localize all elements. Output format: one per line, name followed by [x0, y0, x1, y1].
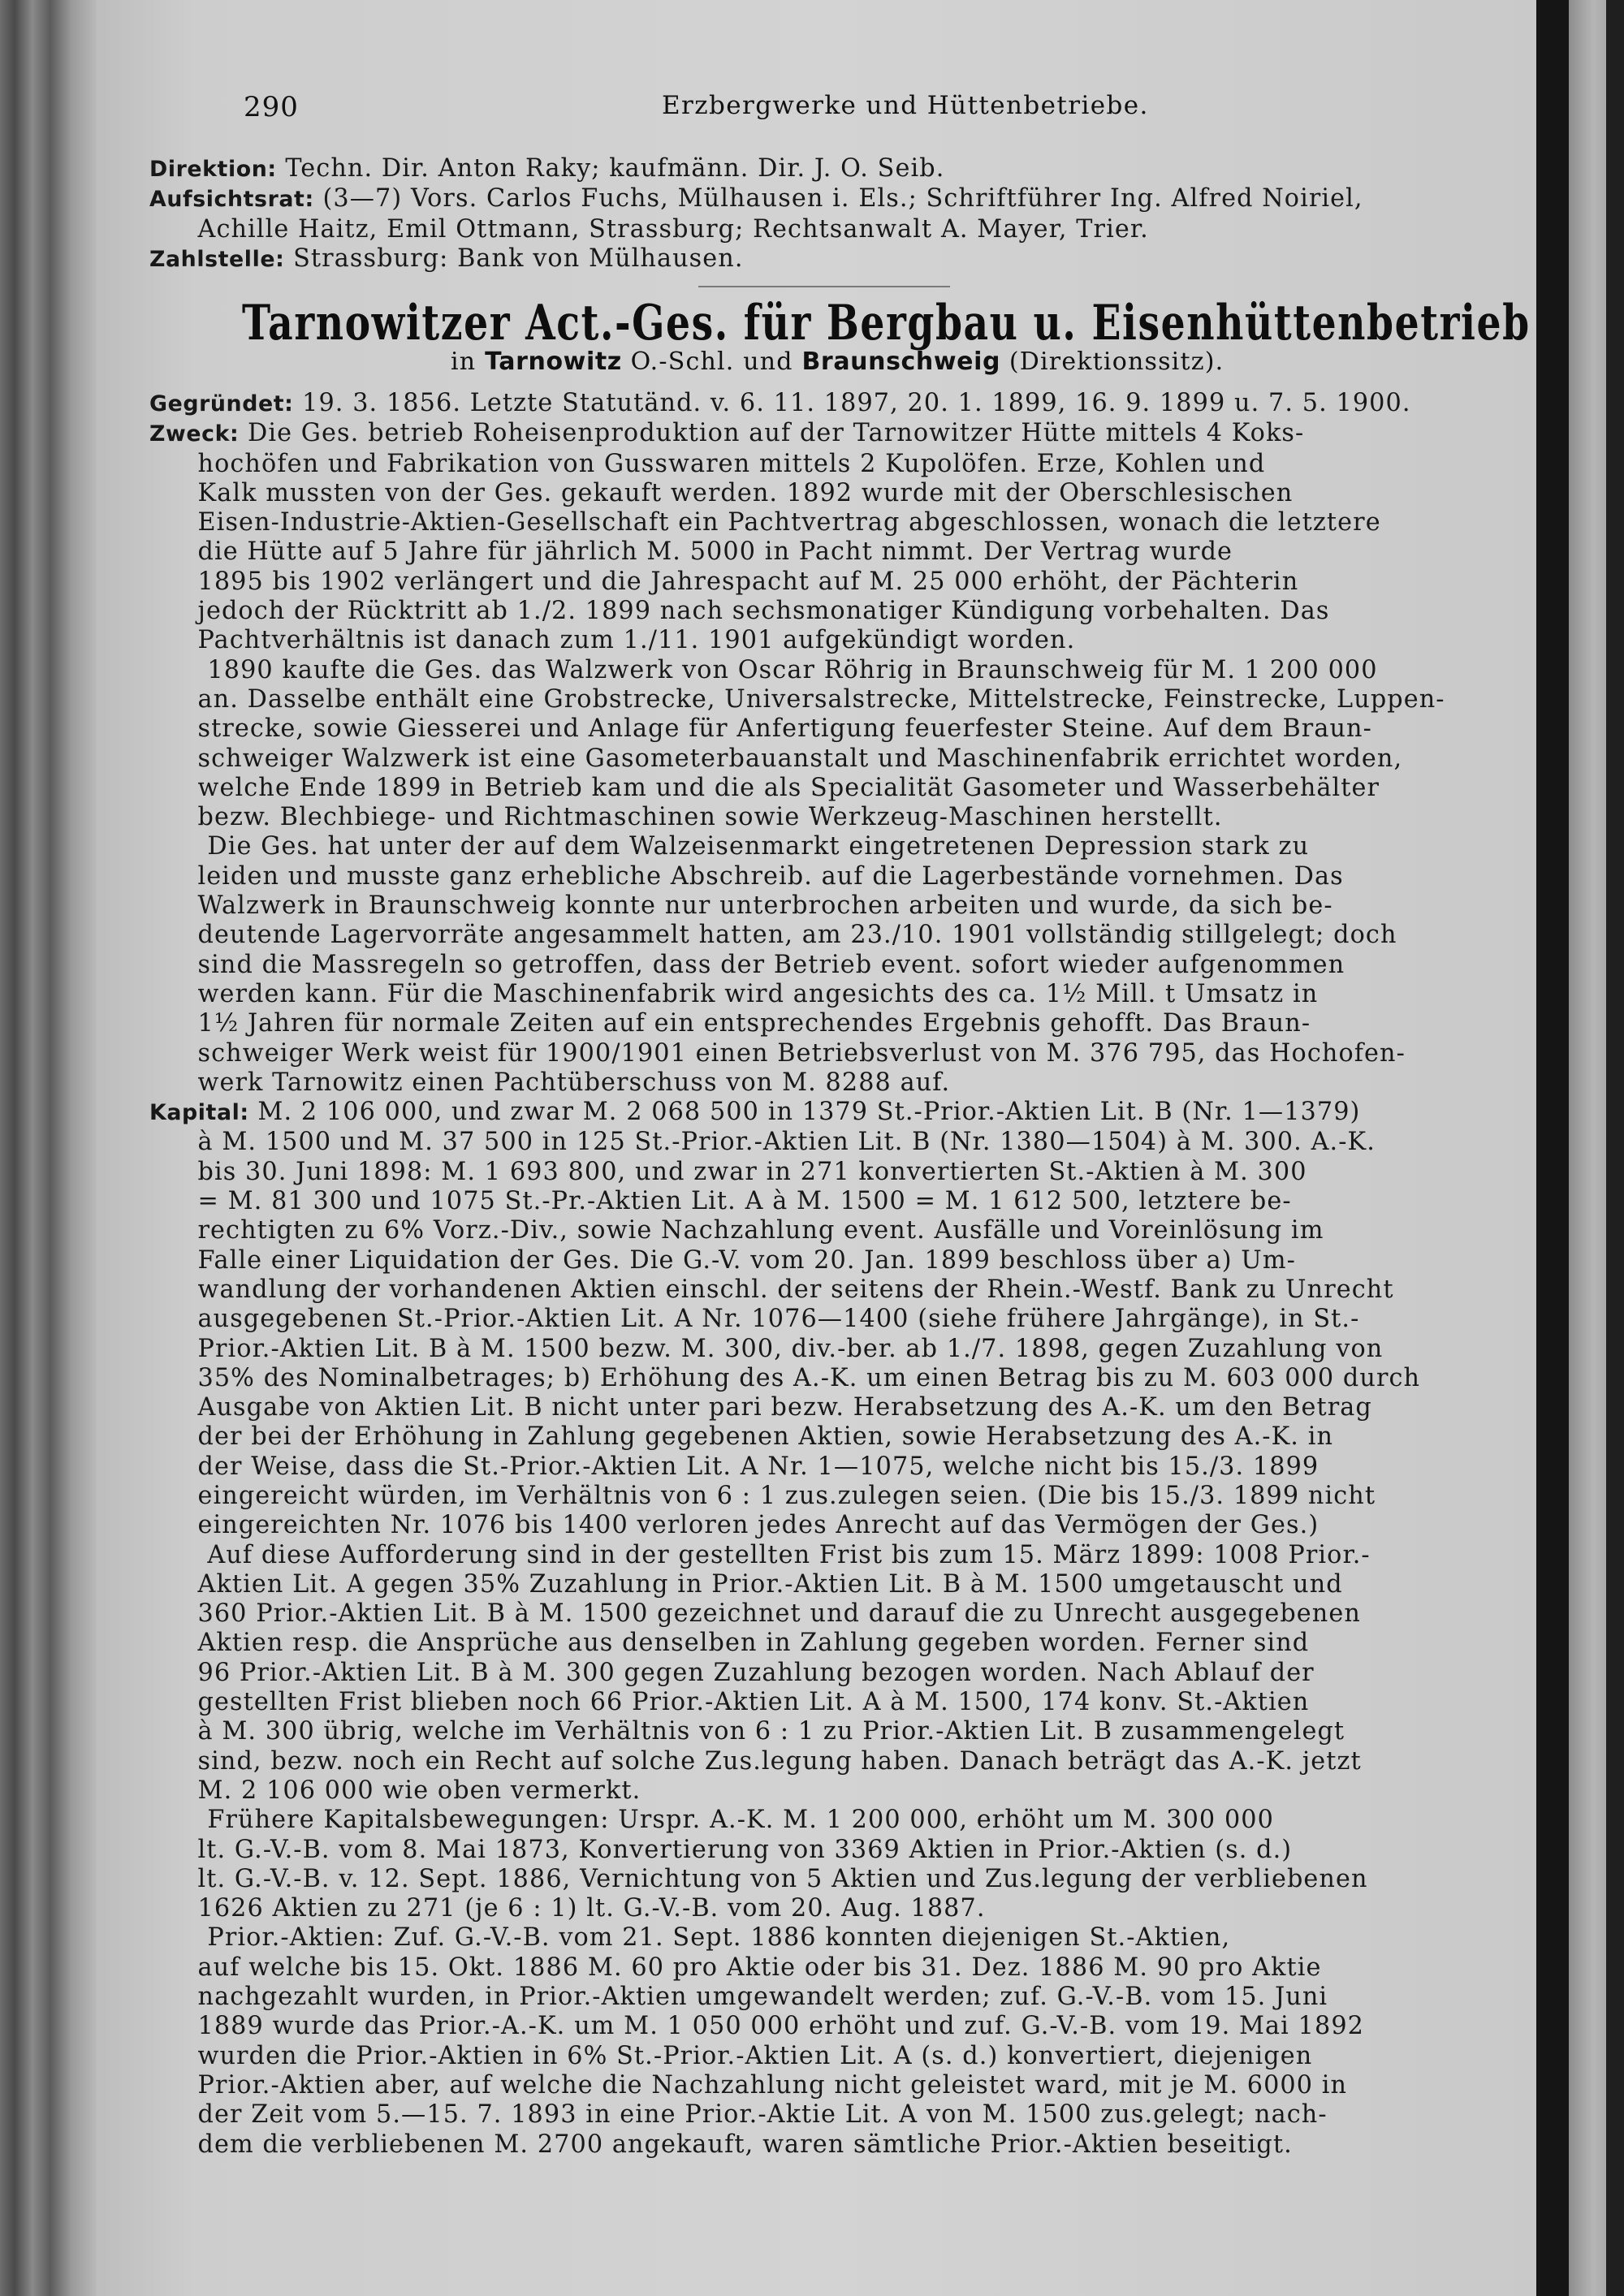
body-line [149, 980, 1518, 1009]
section-label-line [149, 419, 1518, 449]
line-text: 19. 3. 1856. Letzte Statutänd. v. 6. 11. 1897, 20. 1. 1899, 16. 9. 1899 u. 7. 5. 1900. [293, 389, 1411, 417]
line-text: bezw. Blechbiege- und Richtmaschinen sowie Werkzeug-Maschinen herstellt. [197, 803, 1223, 832]
line-text: nachgezahlt wurden, in Prior.-Aktien umgewandelt werden; zuf. G.-V.-B. vom 15. Juni [197, 1983, 1328, 2012]
body-line [149, 626, 1518, 655]
body-line [149, 2042, 1518, 2071]
body-line [149, 1364, 1518, 1393]
binding-gutter [0, 0, 96, 2296]
line-text: Auf diese Aufforderung sind in der gestellten Frist bis zum 15. März 1899: 1008 Prior.- [207, 1540, 1371, 1569]
line-text: hochöfen und Fabrikation von Gusswaren mittels 2 Kupolöfen. Erze, Kohlen und [197, 449, 1266, 478]
line-text: die Hütte auf 5 Jahre für jährlich M. 5000 in Pacht nimmt. Der Vertrag wurde [197, 537, 1233, 567]
body-line [149, 1422, 1518, 1452]
line-text: 96 Prior.-Aktien Lit. B à M. 300 gegen Zuzahlung bezogen worden. Nach Ablauf der [197, 1658, 1315, 1687]
line-text: der Weise, dass die St.-Prior.-Aktien Lit. A Nr. 1—1075, welche nicht bis 15./3. 1899 [197, 1452, 1320, 1481]
line-text: lt. G.-V.-B. vom 8. Mai 1873, Konvertierung von 3369 Aktien in Prior.-Aktien (s. d.) [197, 1835, 1293, 1864]
line-text: M. 2 106 000, und zwar M. 2 068 500 in 1379 St.-Prior.-Aktien Lit. B (Nr. 1—1379) [248, 1098, 1361, 1127]
line-text: wurden die Prior.-Aktien in 6% St.-Prior.-Aktien Lit. A (s. d.) konvertiert, diejenigen [197, 2041, 1313, 2070]
line-text: eingereicht würden, im Verhältnis von 6 : 1 zus.zulegen seien. (Die bis 15./3. 1899 nicht [197, 1481, 1376, 1510]
body-line [149, 1511, 1518, 1540]
line-text: à M. 1500 und M. 37 500 in 125 St.-Prior.-Aktien Lit. B (Nr. 1380—1504) à M. 300. A.-K. [197, 1128, 1376, 1157]
prev-line [149, 184, 1518, 214]
line-text: 1895 bis 1902 verlängert und die Jahrespacht auf M. 25 000 erhöht, der Pächterin [197, 567, 1299, 596]
line-text: lt. G.-V.-B. v. 12. Sept. 1886, Vernichtung von 5 Aktien und Zus.legung der verbliebenen [197, 1864, 1368, 1893]
line-text: ausgegebenen St.-Prior.-Aktien Lit. A Nr. 1076—1400 (siehe frühere Jahrgänge), in St.- [197, 1305, 1360, 1334]
line-text: Prior.-Aktien aber, auf welche die Nachzahlung nicht geleistet ward, mit je M. 6000 in [197, 2070, 1348, 2100]
body-line [149, 2012, 1518, 2041]
line-text: wandlung der vorhandenen Aktien einschl. der seitens der Rhein.-Westf. Bank zu Unrecht [197, 1275, 1394, 1304]
section-label: Zweck: [149, 421, 240, 447]
body-line [149, 537, 1518, 567]
body-line [149, 568, 1518, 597]
body-line [149, 1688, 1518, 1717]
prev-line [149, 154, 1518, 184]
section-label: Kapital: [149, 1100, 249, 1126]
body-line [149, 1393, 1518, 1422]
section-label-line [149, 1098, 1518, 1128]
body-line [149, 1806, 1518, 1835]
line-text: 360 Prior.-Aktien Lit. B à M. 1500 gezeichnet und darauf die zu Unrecht ausgegebenen [197, 1599, 1361, 1629]
company-title: Tarnowitzer Act.-Ges. für Bergbau u. Eisenhüttenbetrieb [242, 295, 1531, 352]
body-line [149, 744, 1518, 774]
line-text: gestellten Frist blieben noch 66 Prior.-Aktien Lit. A à M. 1500, 174 konv. St.-Aktien [197, 1688, 1310, 1717]
line-text: rechtigten zu 6% Vorz.-Div., sowie Nachzahlung event. Ausfälle und Voreinlösung im [197, 1216, 1324, 1245]
line-text: bis 30. Juni 1898: M. 1 693 800, und zwar in 271 konvertierten St.-Aktien à M. 300 [197, 1157, 1307, 1186]
line-text: = M. 81 300 und 1075 St.-Pr.-Aktien Lit. A à M. 1500 = M. 1 612 500, letztere be- [197, 1187, 1292, 1216]
body-line [149, 1599, 1518, 1629]
body-line [149, 2100, 1518, 2130]
prev-label: Aufsichtsrat: [149, 187, 314, 213]
body-line [149, 597, 1518, 626]
line-text: Aktien Lit. A gegen 35% Zuzahlung in Prior.-Aktien Lit. B à M. 1500 umgetauscht und [197, 1569, 1343, 1599]
body-line [149, 1216, 1518, 1245]
line-text: 35% des Nominalbetrages; b) Erhöhung des A.-K. um einen Betrag bis zu M. 603 000 durch [197, 1363, 1421, 1392]
body-line [149, 1275, 1518, 1305]
page-number: 290 [244, 91, 299, 123]
subtitle-pre: in [451, 347, 486, 376]
line-text: eingereichten Nr. 1076 bis 1400 verloren jedes Anrecht auf das Vermögen der Ges.) [197, 1511, 1320, 1540]
line-text: der bei der Erhöhung in Zahlung gegebenen Aktien, sowie Herabsetzung des A.-K. in [197, 1422, 1334, 1452]
body-line [149, 1865, 1518, 1894]
body-line [149, 1894, 1518, 1923]
line-text: Die Ges. betrieb Roheisenproduktion auf der Tarnowitzer Hütte mittels 4 Koks- [239, 419, 1305, 448]
prev-text: Achille Haitz, Emil Ottmann, Strassburg; Rechtsanwalt A. Mayer, Trier. [197, 214, 1149, 244]
body-line [149, 1776, 1518, 1806]
prev-label: Direktion: [149, 157, 277, 182]
line-text: 1889 wurde das Prior.-A.-K. um M. 1 050 000 erhöht und zuf. G.-V.-B. vom 19. Mai 1892 [197, 2012, 1364, 2041]
running-head: Erzbergwerke und Hüttenbetriebe. [662, 91, 1149, 120]
entry-body [149, 389, 1530, 2160]
body-line [149, 508, 1518, 537]
body-line [149, 1187, 1518, 1216]
line-text: 1890 kaufte die Ges. das Walzwerk von Oscar Röhrig in Braunschweig für M. 1 200 000 [207, 655, 1378, 684]
prev-line [149, 244, 1518, 274]
line-text: jedoch der Rücktritt ab 1./2. 1899 nach sechsmonatiger Kündigung vorbehalten. Das [197, 597, 1330, 626]
body-line [149, 656, 1518, 685]
body-line [149, 450, 1518, 479]
body-line [149, 1836, 1518, 1865]
body-line [149, 1128, 1518, 1157]
body-line [149, 832, 1518, 861]
line-text: schweiger Walzwerk ist eine Gasometerbauanstalt und Maschinenfabrik errichtet worden, [197, 744, 1403, 773]
body-line [149, 1009, 1518, 1038]
subtitle-post: (Direktionssitz). [1000, 347, 1224, 376]
right-edge-dark [1606, 0, 1624, 2296]
body-line [149, 2130, 1518, 2160]
body-line [149, 1452, 1518, 1482]
body-line [149, 862, 1518, 891]
line-text: Falle einer Liquidation der Ges. Die G.-V. vom 20. Jan. 1899 beschloss über a) Um- [197, 1245, 1296, 1275]
section-label: Gegründet: [149, 391, 294, 416]
body-line [149, 1717, 1518, 1746]
line-text: sind die Massregeln so getroffen, dass der Betrieb event. sofort wieder aufgenommen [197, 950, 1345, 979]
body-line [149, 803, 1518, 832]
body-line [149, 921, 1518, 950]
line-text: Kalk mussten von der Ges. gekauft werden. 1892 wurde mit der Oberschlesischen [197, 478, 1294, 507]
line-text: Eisen-Industrie-Aktien-Gesellschaft ein Pachtvertrag abgeschlossen, wonach die letztere [197, 508, 1381, 537]
line-text: Die Ges. hat unter der auf dem Walzeisenmarkt eingetretenen Depression stark zu [207, 832, 1310, 861]
body-line [149, 1158, 1518, 1187]
line-text: Prior.-Aktien: Zuf. G.-V.-B. vom 21. Sept. 1886 konnten diejenigen St.-Aktien, [207, 1923, 1231, 1953]
line-text: strecke, sowie Giesserei und Anlage für Anfertigung feuerfester Steine. Auf dem Braun- [197, 714, 1372, 744]
body-line [149, 685, 1518, 714]
line-text: Pachtverhältnis ist danach zum 1./11. 1901 aufgekündigt worden. [197, 626, 1076, 655]
body-line [149, 1629, 1518, 1658]
line-text: à M. 300 übrig, welche im Verhältnis von 6 : 1 zu Prior.-Aktien Lit. B zusammengelegt [197, 1717, 1345, 1746]
body-line [149, 1541, 1518, 1570]
body-line [149, 2071, 1518, 2100]
line-text: werk Tarnowitz einen Pachtüberschuss von M. 8288 auf. [197, 1068, 951, 1097]
line-text: an. Dasselbe enthält eine Grobstrecke, Universalstrecke, Mittelstrecke, Feinstrecke, Luppen- [197, 684, 1445, 714]
body-line [149, 1570, 1518, 1599]
line-text: leiden und musste ganz erhebliche Abschreib. auf die Lagerbestände vornehmen. Das [197, 861, 1344, 891]
section-label-line [149, 389, 1518, 419]
subtitle-city-2: Braunschweig [801, 347, 1001, 376]
body-line [149, 891, 1518, 921]
body-line [149, 1923, 1518, 1953]
body-line [149, 1983, 1518, 2012]
line-text: schweiger Werk weist für 1900/1901 einen Betriebsverlust von M. 376 795, das Hochofen- [197, 1038, 1406, 1068]
body-line [149, 1747, 1518, 1776]
subtitle-mid: O.-Schl. und [621, 347, 802, 376]
body-line [149, 714, 1518, 744]
line-text: 1626 Aktien zu 271 (je 6 : 1) lt. G.-V.-B. vom 20. Aug. 1887. [197, 1894, 986, 1923]
prev-line [149, 215, 1518, 244]
body-line [149, 1335, 1518, 1364]
prev-text: Techn. Dir. Anton Raky; kaufmänn. Dir. J. O. Seib. [276, 154, 945, 183]
line-text: Prior.-Aktien Lit. B à M. 1500 bezw. M. 300, div.-ber. ab 1./7. 1898, gegen Zuzahlung von [197, 1334, 1384, 1363]
body-line [149, 1246, 1518, 1275]
line-text: M. 2 106 000 wie oben vermerkt. [197, 1776, 641, 1805]
right-edge-shadow [1536, 0, 1569, 2296]
company-subtitle [451, 347, 1224, 376]
prev-text: (3—7) Vors. Carlos Fuchs, Mülhausen i. Els.; Schriftführer Ing. Alfred Noiriel, [313, 184, 1363, 214]
subtitle-city-1: Tarnowitz [485, 347, 622, 376]
line-text: dem die verbliebenen M. 2700 angekauft, waren sämtliche Prior.-Aktien beseitigt. [197, 2130, 1293, 2159]
body-line [149, 1305, 1518, 1334]
body-line [149, 951, 1518, 980]
section-divider [698, 286, 950, 287]
line-text: 1½ Jahren für normale Zeiten auf ein entsprechendes Ergebnis gehofft. Das Braun- [197, 1009, 1311, 1038]
line-text: welche Ende 1899 in Betrieb kam und die als Specialität Gasometer und Wasserbehälter [197, 773, 1380, 802]
prev-label: Zahlstelle: [149, 246, 285, 272]
line-text: der Zeit vom 5.—15. 7. 1893 in eine Prior.-Aktie Lit. A von M. 1500 zus.gelegt; nach- [197, 2100, 1328, 2130]
line-text: auf welche bis 15. Okt. 1886 M. 60 pro Aktie oder bis 31. Dez. 1886 M. 90 pro Aktie [197, 1953, 1322, 1982]
line-text: deutende Lagervorräte angesammelt hatten, am 23./10. 1901 vollständig stillgelegt; doch [197, 921, 1397, 950]
body-line [149, 1482, 1518, 1511]
previous-entry [149, 154, 1530, 274]
prev-text: Strassburg: Bank von Mülhausen. [284, 244, 744, 273]
line-text: Ausgabe von Aktien Lit. B nicht unter pari bezw. Herabsetzung des A.-K. um den Betrag [197, 1393, 1372, 1422]
body-line [149, 1659, 1518, 1688]
line-text: Frühere Kapitalsbewegungen: Urspr. A.-K. M. 1 200 000, erhöht um M. 300 000 [207, 1806, 1274, 1835]
line-text: Walzwerk in Braunschweig konnte nur unterbrochen arbeiten und wurde, da sich be- [197, 891, 1333, 921]
body-line [149, 774, 1518, 803]
line-text: Aktien resp. die Ansprüche aus denselben in Zahlung gegeben worden. Ferner sind [197, 1629, 1310, 1658]
line-text: sind, bezw. noch ein Recht auf solche Zus.legung haben. Danach beträgt das A.-K. jetzt [197, 1746, 1362, 1776]
body-line [149, 1039, 1518, 1068]
body-line [149, 479, 1518, 508]
body-line [149, 1068, 1518, 1098]
line-text: werden kann. Für die Maschinenfabrik wird angesichts des ca. 1½ Mill. t Umsatz in [197, 979, 1319, 1008]
body-line [149, 1953, 1518, 1983]
